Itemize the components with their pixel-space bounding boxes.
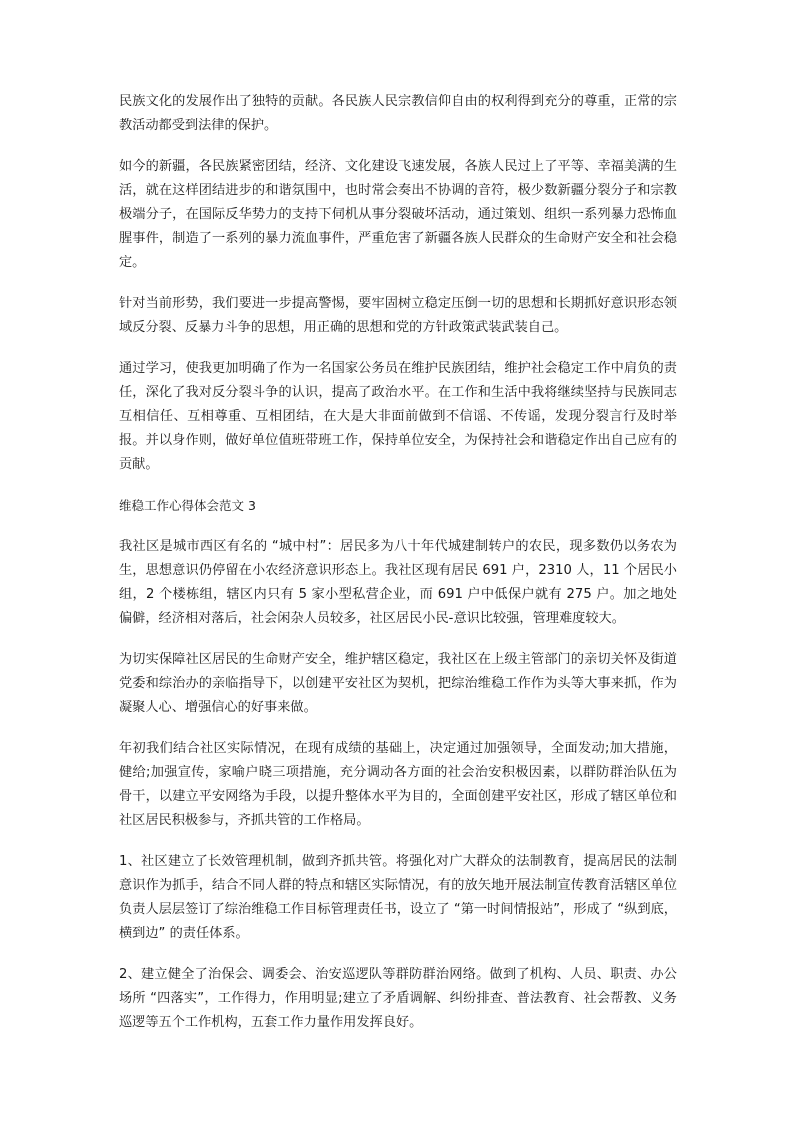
document-page (119, 90, 677, 1052)
paragraph-5: 我社区是城市西区有名的 “城中村”：居民多为八十年代城建制转户的农民，现多数仍以务农为生，思想意识仍停留在小农经济意识形态上。我社区现有居民 691 户，2310 人，11 个居民小组，2 个楼栋组，辖区内只有 5 家小型私营企业，而 691 户中低保户就有 275 户。加之地处偏僻，经济相对落后，社会闲杂人员较多，社区居民小民-意识比较强，管理难度较大。 (119, 539, 677, 626)
paragraph-4: 通过学习，使我更加明确了作为一名国家公务员在维护民族团结，维护社会稳定工作中肩负的责任，深化了我对反分裂斗争的认识，提高了政治水平。在工作和生活中我将继续坚持与民族同志互相信任、互相尊重、互相团结，在大是大非面前做到不信谣、不传谣，发现分裂言行及时举报。并以身作则，做好单位值班带班工作，保持单位安全，为保持社会和谐稳定作出自己应有的贡献。 (119, 361, 677, 472)
paragraph-8: 1、社区建立了长效管理机制，做到齐抓共管。将强化对广大群众的法制教育，提高居民的法制意识作为抓手，结合不同人群的特点和辖区实际情况，有的放矢地开展法制宣传教育活辖区单位负责人层层签订了综治维稳工作目标管理责任书，设立了 “第一时间情报站”，形成了 “纵到底，横到边” 的责任体系。 (119, 854, 677, 941)
paragraph-7: 年初我们结合社区实际情况，在现有成绩的基础上，决定通过加强领导，全面发动;加大措施，健给;加强宣传，家喻户晓三项措施，充分调动各方面的社会治安积极因素，以群防群治队伍为骨干，以建立平安网络为手段，以提升整体水平为目的，全面创建平安社区，形成了辖区单位和社区居民积极参与，齐抓共管的工作格局。 (119, 741, 677, 828)
paragraph-2: 如今的新疆，各民族紧密团结，经济、文化建设飞速发展，各族人民过上了平等、幸福美满的生活，就在这样团结进步的和谐氛围中，也时常会奏出不协调的音符，极少数新疆分裂分子和宗教极端分子，在国际反华势力的支持下伺机从事分裂破坏活动，通过策划、组织一系列暴力恐怖血腥事件，制造了一系列的暴力流血事件，严重危害了新疆各族人民群众的生命财产安全和社会稳定。 (119, 159, 677, 270)
paragraph-3: 针对当前形势，我们要进一步提高警惕，要牢固树立稳定压倒一切的思想和长期抓好意识形态领域反分裂、反暴力斗争的思想，用正确的思想和党的方针政策武装武装自己。 (119, 296, 677, 335)
paragraph-9: 2、建立健全了治保会、调委会、治安巡逻队等群防群治网络。做到了机构、人员、职责、办公场所 “四落实”，工作得力，作用明显;建立了矛盾调解、纠纷排查、普法教育、社会帮教、义务巡逻等五个工作机构，五套工作力量作用发挥良好。 (119, 967, 677, 1030)
paragraph-6: 为切实保障社区居民的生命财产安全，维护辖区稳定，我社区在上级主管部门的亲切关怀及街道党委和综治办的亲临指导下，以创建平安社区为契机，把综治维稳工作作为头等大事来抓，作为凝聚人心、增强信心的好事来做。 (119, 652, 677, 715)
paragraph-1: 民族文化的发展作出了独特的贡献。各民族人民宗教信仰自由的权利得到充分的尊重，正常的宗教活动都受到法律的保护。 (119, 94, 677, 133)
section-heading: 维稳工作心得体会范文 3 (119, 498, 256, 513)
